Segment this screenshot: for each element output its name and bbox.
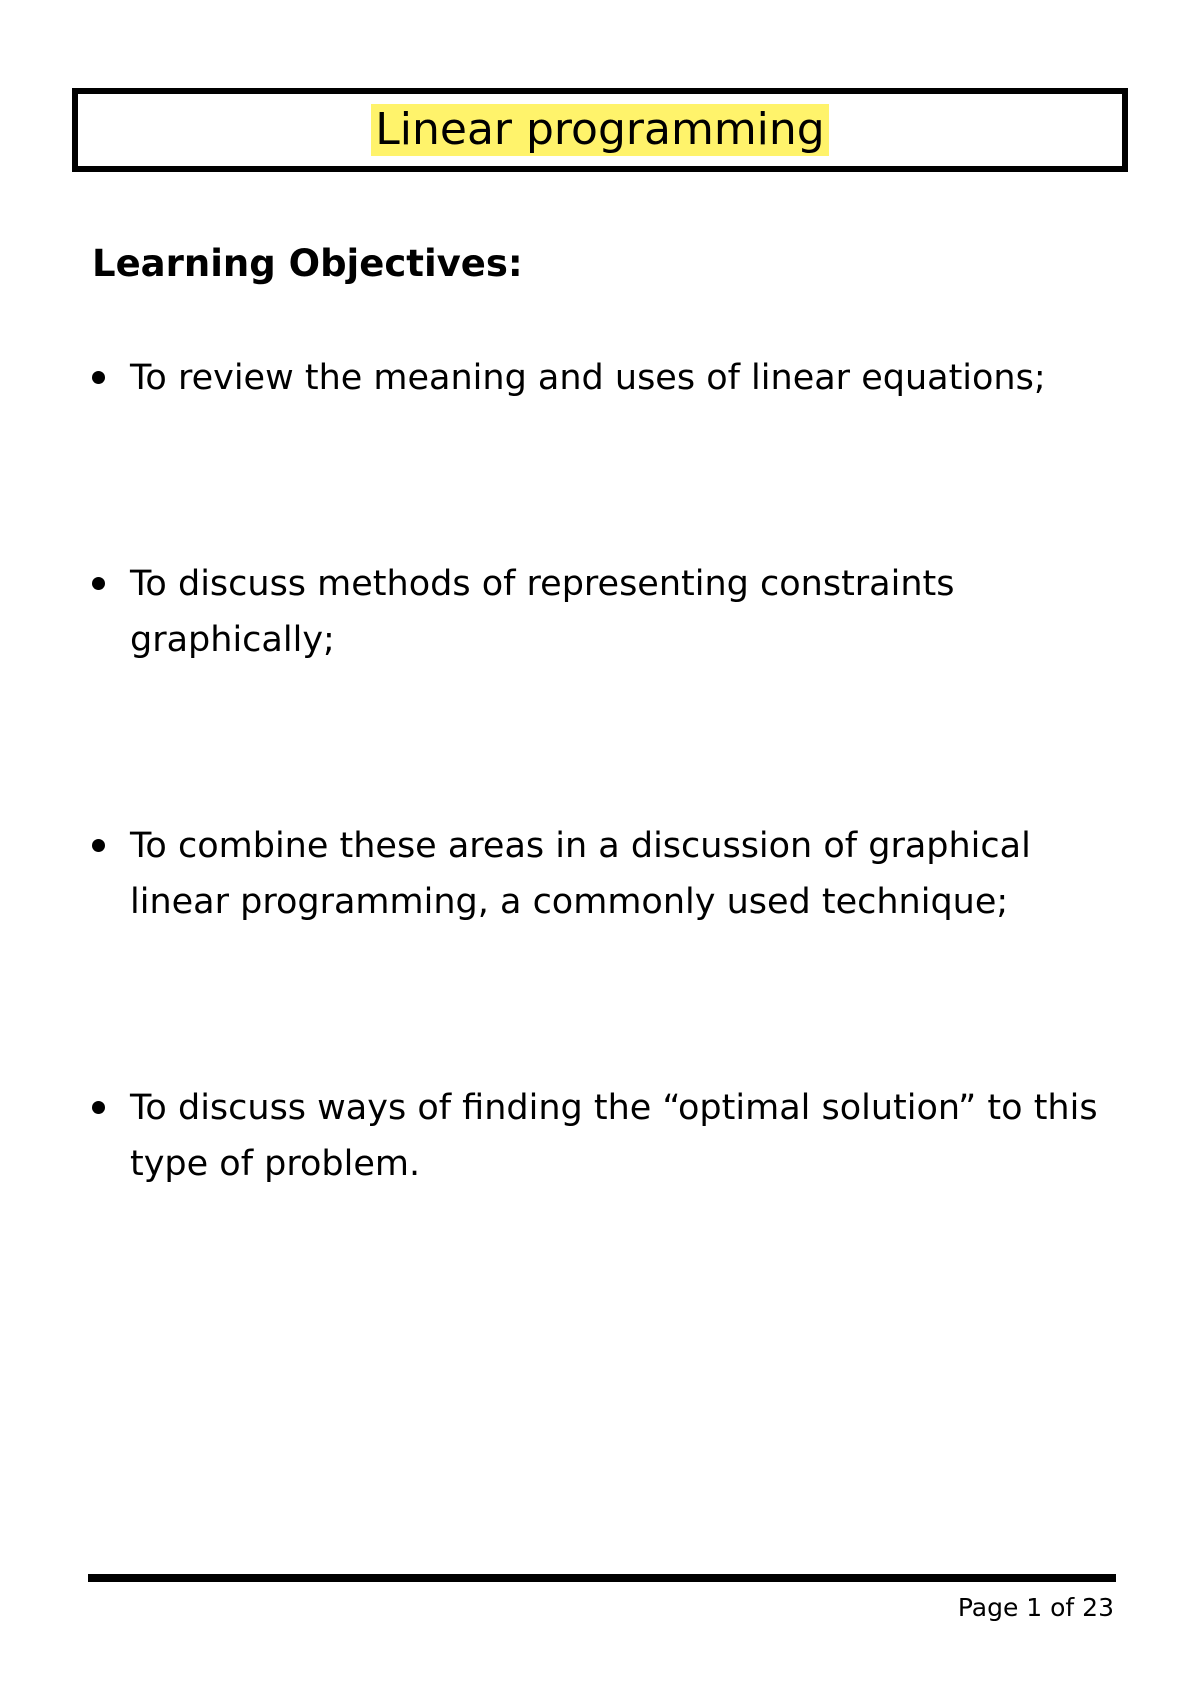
objective-text: To review the meaning and uses of linear equations;: [130, 358, 1046, 398]
bullet-icon: [92, 1101, 105, 1114]
objective-item: [92, 350, 1132, 406]
objective-item: [92, 1080, 1132, 1192]
bullet-icon: [92, 577, 105, 590]
objective-item: [92, 556, 1132, 668]
document-title: Linear programming: [371, 104, 828, 156]
objective-text: To discuss ways of finding the “optimal solution” to this type of problem.: [130, 1088, 1098, 1184]
learning-objectives-heading: Learning Objectives:: [92, 242, 523, 285]
title-box: [72, 88, 1128, 172]
bullet-icon: [92, 839, 105, 852]
footer-rule: [88, 1574, 1116, 1582]
objective-text: To combine these areas in a discussion of graphical linear programming, a commonly used technique;: [130, 826, 1031, 922]
bullet-icon: [92, 371, 105, 384]
objective-item: [92, 818, 1132, 930]
page-number: Page 1 of 23: [957, 1593, 1114, 1622]
objective-text: To discuss methods of representing constraints graphically;: [130, 564, 955, 660]
